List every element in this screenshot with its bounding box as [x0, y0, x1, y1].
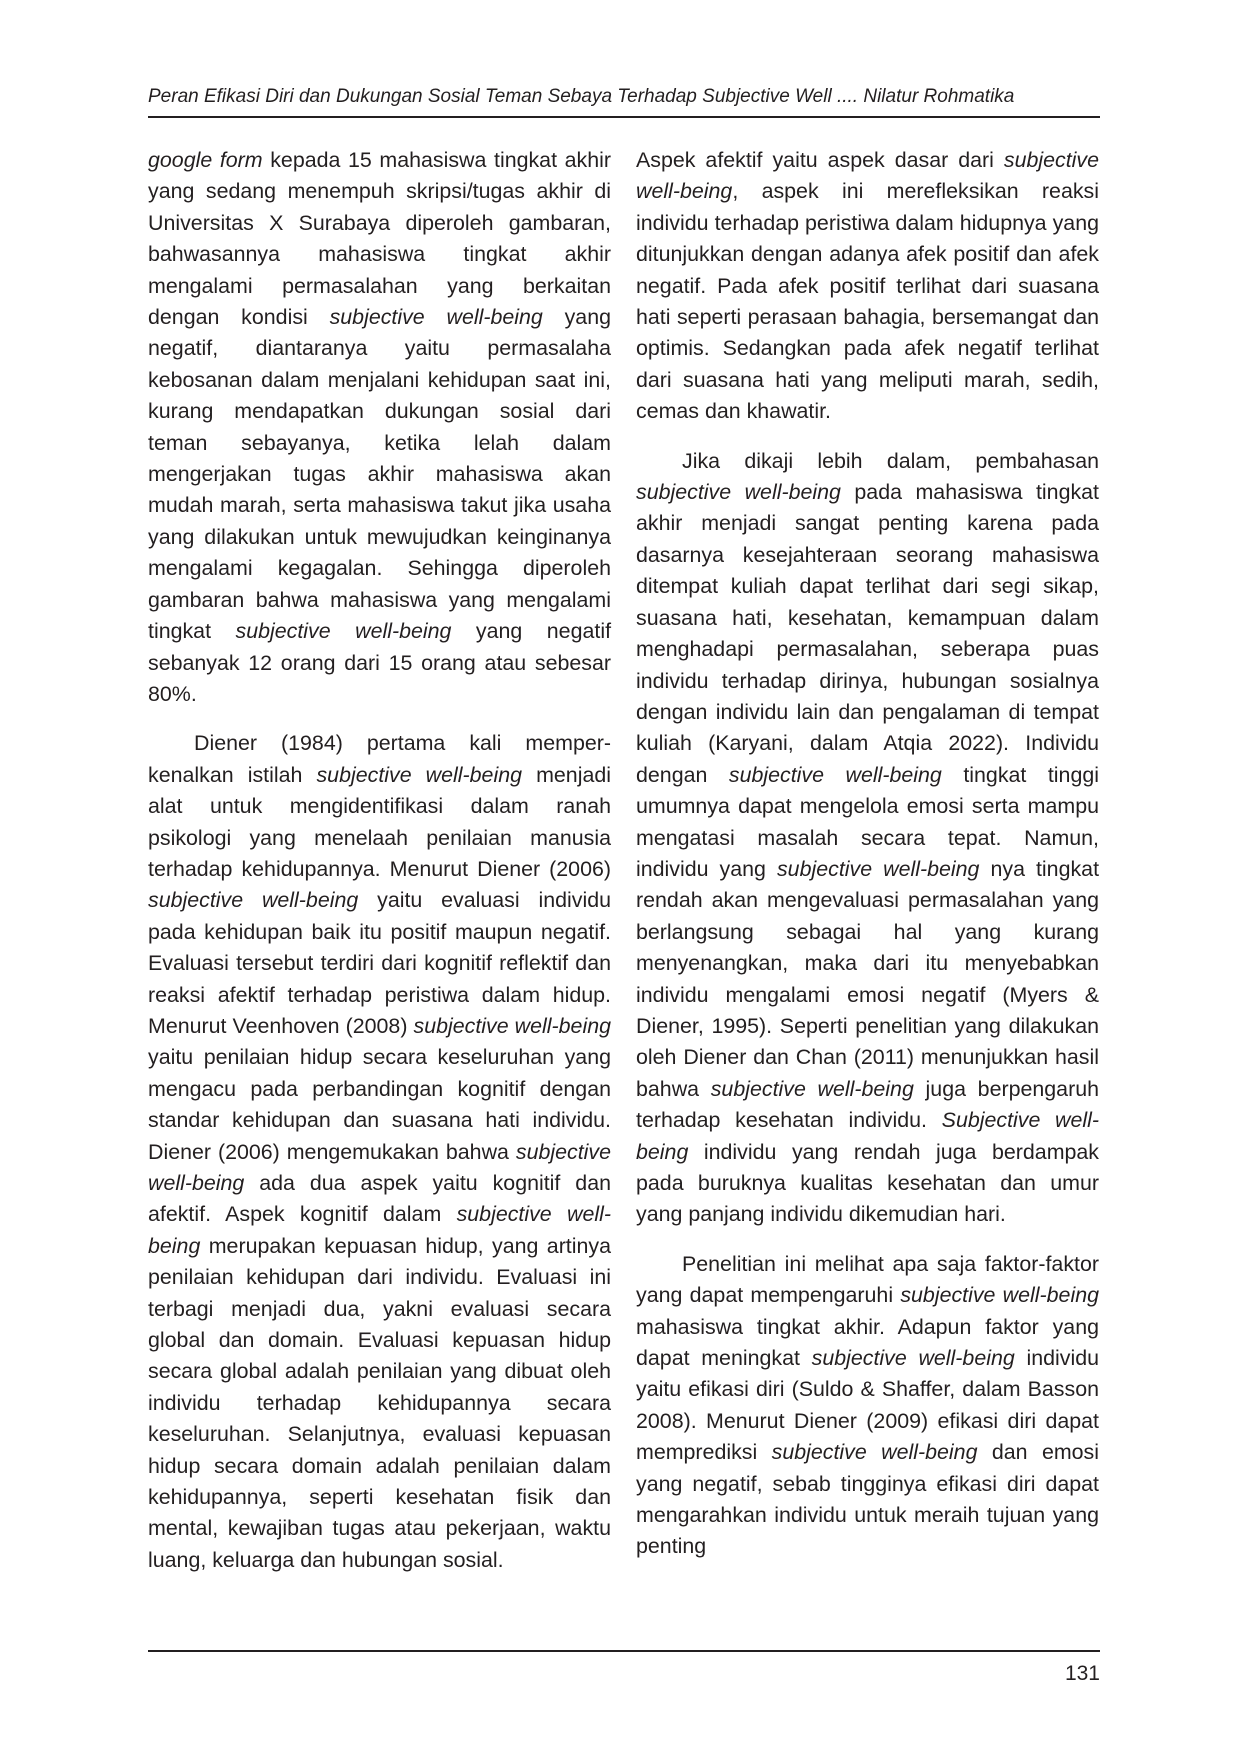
italic-term: google form: [148, 148, 263, 172]
italic-term: subjective well-being: [316, 762, 522, 787]
paragraph-text: , aspek ini merefleksikan reaksi individu terhadap peristiwa dalam hidupnya yang ditunjukkan dengan adanya afek positif dan afek negatif. Pada afek positif terlihat dari suasana hati seperti perasaan bahagia, bersemangat dan optimis. Sedangkan pada afek negatif terlihat dari suasana hati yang meliputi marah, sedih, cemas dan khawatir.: [636, 179, 1099, 424]
paragraph-text: menjadi alat untuk mengidentifikasi dalam ranah psikologi yang menelaah penilaian manusia terhadap kehidupannya. Menurut Diener (2006): [148, 762, 611, 881]
body-paragraph: [636, 446, 1099, 1231]
italic-term: subjective well-being: [235, 619, 452, 644]
paragraph-text: yang negatif, diantaranya yaitu permasalaha kebosanan dalam menjalani kehidupan saat ini, kurang mendapatkan dukungan sosial dari teman sebayanya, ketika lelah dalam mengerjakan tugas akhir mahasiswa akan mudah marah, serta mahasiswa takut jika usaha yang dilakukan untuk mewujudkan keinginanya mengalami kegagalan. Sehingga diperoleh gambaran bahwa mahasiswa yang mengalami tingkat: [148, 305, 611, 644]
paragraph-text: individu yang rendah juga berdampak pada buruknya kualitas kesehatan dan umur yang panjang individu dikemudian hari.: [636, 1139, 1099, 1227]
paragraph-text: pada mahasiswa tingkat akhir menjadi sangat penting karena pada dasarnya kesejahteraan seorang mahasiswa ditempat kuliah dapat terlihat dari segi sikap, suasana hati, kesehatan, kemampuan dalam menghadapi permasalahan, seberapa puas individu terhadap dirinya, hubungan sosialnya dengan individu lain dan pengalaman di tempat kuliah (Karyani, dalam Atqia 2022). Individu dengan: [636, 480, 1099, 787]
paragraph-text: yang negatif sebanyak 12 orang dari 15 orang atau sebesar 80%.: [148, 619, 612, 706]
paragraph-text: Diener (1984) pertama kali memper-kenalkan istilah: [148, 731, 611, 787]
italic-term: subjective well-being: [148, 888, 359, 913]
italic-term: subjective well-being: [636, 148, 1099, 204]
paragraph-text: individu yaitu efikasi diri (Suldo & Shaffer, dalam Basson 2008). Menurut Diener (2009) efikasi diri dapat memprediksi: [636, 1346, 1100, 1465]
italic-term: subjective well-being: [636, 480, 841, 505]
paragraph-text: tingkat tinggi umumnya dapat mengelola emosi serta mampu mengatasi masalah secara tepat. Namun, individu yang: [636, 762, 1099, 881]
body-paragraph: [148, 728, 611, 1576]
italic-term: subjective well-being: [413, 1013, 611, 1038]
italic-term: subjective well-being: [771, 1440, 978, 1465]
italic-term: subjective well-being: [148, 1202, 611, 1258]
paragraph-text: merupakan kepuasan hidup, yang artinya penilaian kehidupan dari individu. Evaluasi ini terbagi menjadi dua, yakni evaluasi secara global dan domain. Evaluasi kepuasan hidup secara global adalah penilaian yang dibuat oleh individu terhadap kehidupannya secara keseluruhan. Selanjutnya, evaluasi kepuasan hidup secara domain adalah penilaian dalam kehidupannya, seperti kesehatan fisik dan mental, kewajiban tugas atau pekerjaan, waktu luang, keluarga dan hubungan sosial.: [148, 1233, 611, 1572]
body-paragraph: [148, 145, 611, 710]
paragraph-text: nya tingkat rendah akan mengevaluasi permasalahan yang berlangsung sebagai hal yang kurang menyenangkan, maka dari itu menyebabkan individu mengalami emosi negatif (Myers & Diener, 1995). Seperti penelitian yang dilakukan oleh Diener dan Chan (2011) menunjukkan hasil bahwa: [636, 856, 1100, 1101]
page-number: 131: [1064, 1662, 1100, 1685]
body-paragraph: [636, 145, 1099, 428]
paragraph-text: juga berpengaruh terhadap kesehatan individu.: [636, 1076, 1099, 1133]
italic-term: subjective well-being: [710, 1076, 914, 1101]
paragraph-text: mahasiswa tingkat akhir. Adapun faktor yang dapat meningkat: [636, 1314, 1099, 1371]
running-header: Peran Efikasi Diri dan Dukungan Sosial Teman Sebaya Terhadap Subjective Well .... Nilatur Rohmatika: [148, 86, 1015, 107]
left-column: [148, 145, 611, 1594]
italic-term: subjective well-being: [900, 1283, 1099, 1308]
paragraph-text: Penelitian ini melihat apa saja faktor-faktor yang dapat mempengaruhi: [636, 1251, 1099, 1308]
italic-term: subjective well-being: [329, 305, 543, 330]
paragraph-text: Aspek afektif yaitu aspek dasar dari: [636, 148, 1004, 172]
right-column: [636, 145, 1099, 1581]
paragraph-text: yaitu evaluasi individu pada kehidupan baik itu positif maupun negatif. Evaluasi tersebut terdiri dari kognitif reflektif dan reaksi afektif terhadap peristiwa dalam hidup. Menurut Veenhoven (2008): [148, 888, 611, 1038]
italic-term: subjective well-being: [728, 762, 942, 787]
paragraph-text: ada dua aspek yaitu kognitif dan afektif. Aspek kognitif dalam: [148, 1171, 611, 1227]
italic-term: Subjective well-being: [636, 1108, 1100, 1164]
paragraph-text: yaitu penilaian hidup secara keseluruhan yang mengacu pada perbandingan kognitif dengan standar kehidupan dan suasana hati individu. Diener (2006) mengemukakan bahwa: [148, 1045, 611, 1164]
footer-divider: [148, 1650, 1100, 1652]
header-divider: [148, 116, 1100, 118]
italic-term: subjective well-being: [811, 1346, 1015, 1371]
body-paragraph: [636, 1249, 1099, 1563]
italic-term: subjective well-being: [776, 856, 980, 881]
italic-term: subjective well-being: [148, 1139, 611, 1195]
paragraph-text: kepada 15 mahasiswa tingkat akhir yang sedang menempuh skripsi/tugas akhir di Universitas X Surabaya diperoleh gambaran, bahwasannya mahasiswa tingkat akhir mengalami permasalahan yang berkaitan dengan kondisi: [148, 148, 611, 330]
paragraph-text: dan emosi yang negatif, sebab tingginya efikasi diri dapat mengarahkan individu untuk meraih tujuan yang penting: [636, 1440, 1100, 1559]
paragraph-text: Jika dikaji lebih dalam, pembahasan: [682, 448, 1099, 473]
